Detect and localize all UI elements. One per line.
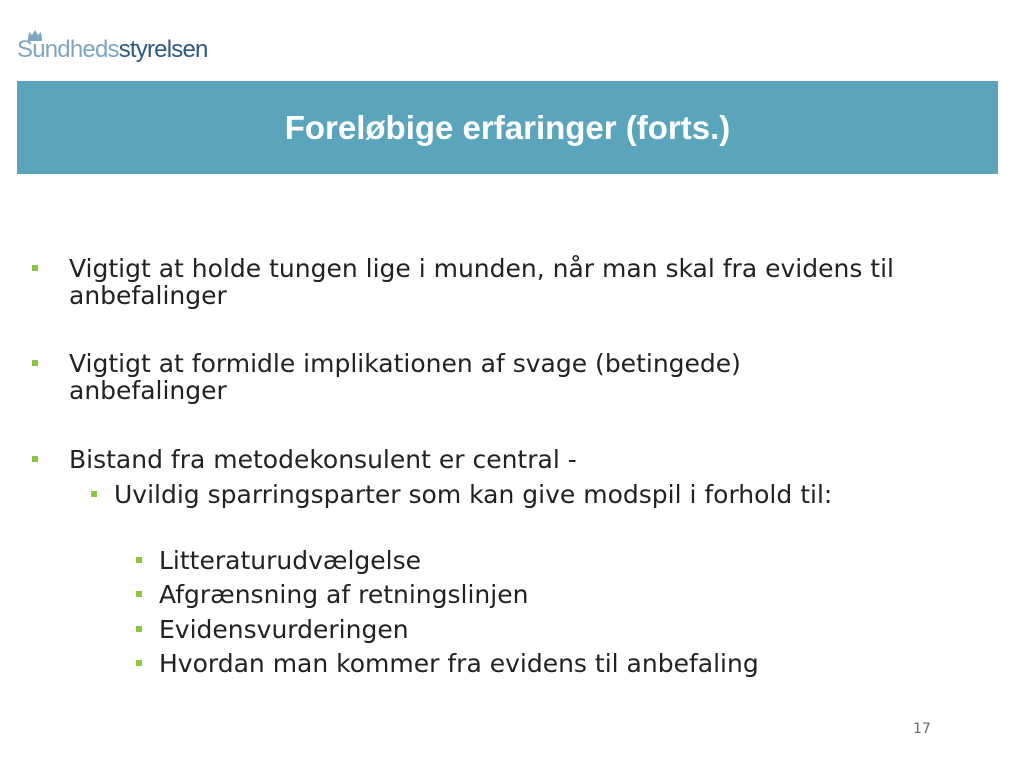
bullet-text: Afgrænsning af retningslinjen (159, 580, 529, 609)
logo-text-part1: Sundheds (17, 36, 119, 63)
bullet-marker-icon (136, 557, 142, 563)
bullet-text: Uvildig sparringsparter som kan give modspil i forhold til: (114, 480, 833, 509)
logo-text-part2: styrelsen (118, 36, 208, 63)
page-number: 17 (913, 721, 931, 737)
sub-bullet-item (114, 481, 832, 508)
bullet-text: Evidensvurderingen (159, 615, 409, 644)
sub-sub-bullet-item (159, 616, 409, 643)
bullet-text: Vigtigt at holde tungen lige i munden, når man skal fra evidens til anbefalinger (69, 254, 894, 310)
bullet-marker-icon (32, 265, 38, 271)
bullet-marker-icon (136, 660, 142, 666)
slide-title: Foreløbige erfaringer (forts.) (284, 108, 731, 146)
bullet-item (69, 255, 899, 309)
sub-sub-bullet-item (159, 650, 759, 677)
bullet-text: Hvordan man kommer fra evidens til anbefaling (159, 649, 759, 678)
sub-sub-bullet-item (159, 547, 421, 574)
bullet-text: Vigtigt at formidle implikationen af svage (betingede) anbefalinger (69, 349, 741, 405)
bullet-text: Bistand fra metodekonsulent er central - (69, 445, 577, 474)
bullet-marker-icon (32, 456, 38, 462)
bullet-marker-icon (136, 626, 142, 632)
sub-sub-bullet-item (159, 581, 528, 608)
bullet-item (69, 350, 899, 404)
bullet-text: Litteraturudvælgelse (159, 546, 421, 575)
bullet-marker-icon (32, 360, 38, 366)
bullet-marker-icon (91, 491, 97, 497)
bullet-item (69, 446, 899, 473)
bullet-marker-icon (136, 591, 142, 597)
logo-wordmark (17, 36, 208, 64)
title-band (17, 81, 998, 174)
